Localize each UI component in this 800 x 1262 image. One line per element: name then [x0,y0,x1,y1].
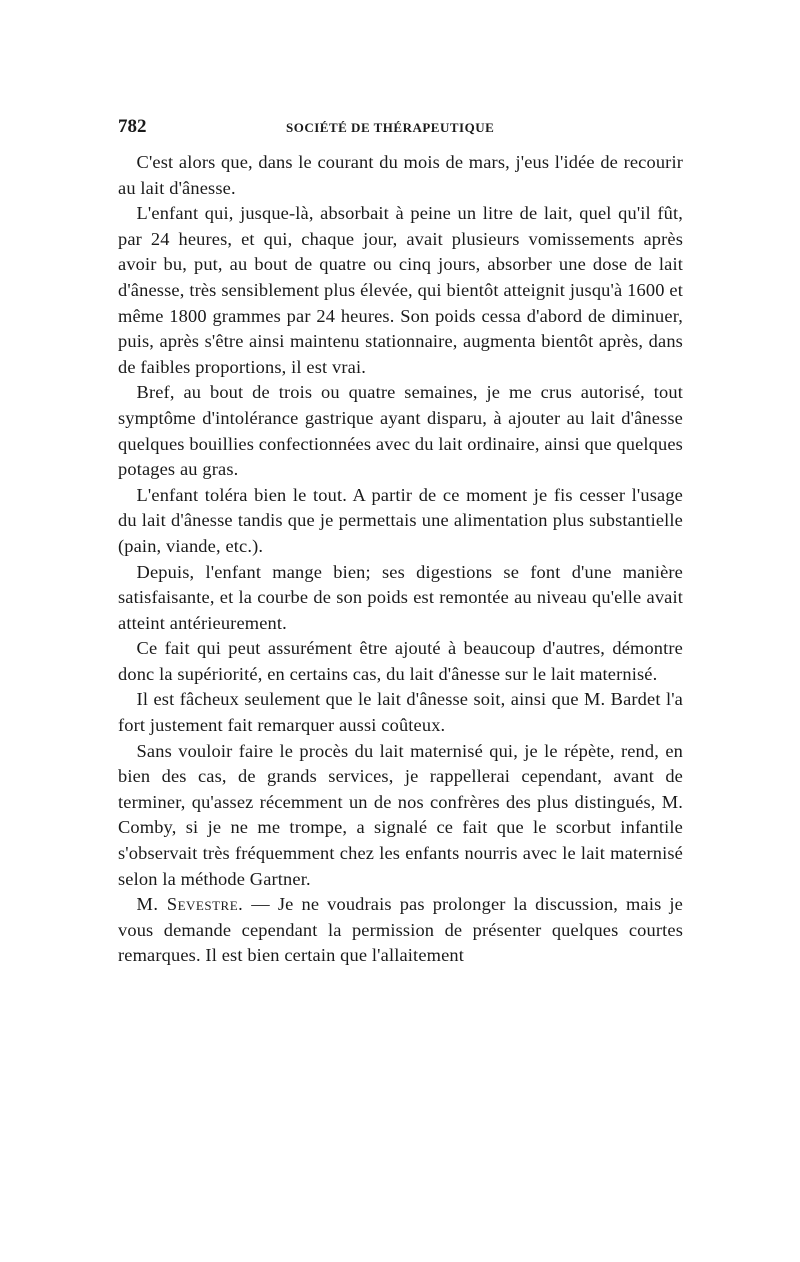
paragraph-9 [118,892,683,969]
speaker-name: M. Sevestre. [136,894,244,915]
paragraph-2: L'enfant qui, jusque-là, absorbait à peine un litre de lait, quel qu'il fût, par 24 heures, et qui, chaque jour, avait plusieurs vomissements après avoir bu, put, au bout de quatre ou cinq jours, absorber une dose de lait d'ânesse, très sensiblement plus élevée, qui bientôt atteignit jusqu'à 1600 et même 1800 grammes par 24 heures. Son poids cessa d'abord de diminuer, puis, après s'être ainsi maintenu stationnaire, augmenta bientôt après, dans de faibles proportions, il est vrai. [118,203,683,377]
page [118,112,683,969]
paragraph-1: C'est alors que, dans le courant du mois de mars, j'eus l'idée de recourir au lait d'ânesse. [118,152,683,198]
body-text [118,150,683,969]
paragraph-4: L'enfant toléra bien le tout. A partir de ce moment je fis cesser l'usage du lait d'ânesse tandis que je permettais une alimentation plus substantielle (pain, viande, etc.). [118,484,683,556]
running-head [118,112,683,142]
speaker-text: — Je ne voudrais pas prolonger la discussion, mais je vous demande cependant la permission de présenter quelques courtes remarques. Il est bien certain que l'allaitement [118,894,683,966]
paragraph-3: Bref, au bout de trois ou quatre semaines, je me crus autorisé, tout symptôme d'intolérance gastrique ayant disparu, à ajouter au lait d'ânesse quelques bouillies confectionnées avec du lait ordinaire, ainsi que quelques potages au gras. [118,382,683,480]
paragraph-8: Sans vouloir faire le procès du lait maternisé qui, je le répète, rend, en bien des cas, de grands services, je rappellerai cependant, avant de terminer, qu'assez récemment un de nos confrères des plus distingués, M. Comby, si je ne me trompe, a signalé ce fait que le scorbut infantile s'observait très fréquemment chez les enfants nourris avec le lait maternisé selon la méthode Gartner. [118,740,683,889]
paragraph-6: Ce fait qui peut assurément être ajouté à beaucoup d'autres, démontre donc la supériorité, en certains cas, du lait d'ânesse sur le lait maternisé. [118,638,683,684]
paragraph-5: Depuis, l'enfant mange bien; ses digestions se font d'une manière satisfaisante, et la courbe de son poids est remontée au niveau qu'elle avait atteint antérieurement. [118,561,683,633]
paragraph-7: Il est fâcheux seulement que le lait d'ânesse soit, ainsi que M. Bardet l'a fort justement fait remarquer aussi coûteux. [118,689,683,736]
page-number: 782 [118,116,147,137]
journal-title: SOCIÉTÉ DE THÉRAPEUTIQUE [286,120,495,135]
